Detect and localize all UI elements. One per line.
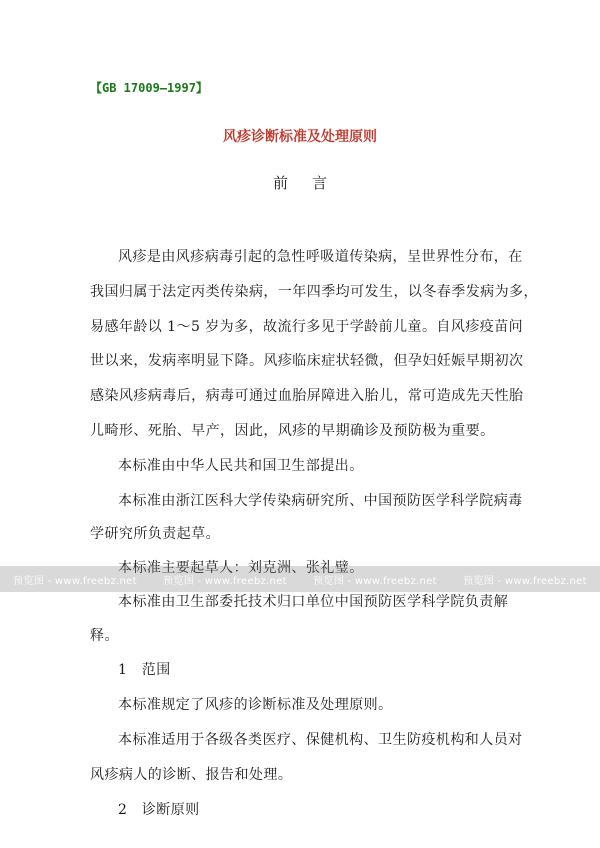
watermark-text: 预览图 - www.freebz.net [463, 575, 587, 587]
standard-code: 【GB 17009—1997】 [90, 81, 208, 95]
document-title: 风疹诊断标准及处理原则 [223, 129, 377, 145]
watermark-text: 预览图 - www.freebz.net [163, 575, 287, 587]
watermark-text: 预览图 - www.freebz.net [313, 575, 437, 587]
body-line: 我国归属于法定丙类传染病，一年四季均可发生，以冬春季发病为多， [90, 284, 538, 300]
section-heading: 2 诊断原则 [118, 802, 200, 818]
body-line: 本标准主要起草人：刘克洲、张礼璧。 [118, 560, 364, 576]
body-line: 本标准由中华人民共和国卫生部提出。 [118, 458, 364, 474]
body-line: 本标准适用于各级各类医疗、保健机构、卫生防疫机构和人员对 [118, 732, 523, 748]
watermark-text: 预览图 - www.freebz.net [13, 575, 137, 587]
body-line: 本标准由浙江医科大学传染病研究所、中国预防医学科学院病毒 [118, 493, 523, 509]
body-line: 风疹病人的诊断、报告和处理。 [90, 767, 293, 783]
body-line: 感染风疹病毒后，病毒可通过血胎屏障进入胎儿，常可造成先天性胎 [90, 388, 524, 404]
body-line: 本标准规定了风疹的诊断标准及处理原则。 [118, 697, 393, 713]
body-line: 本标准由卫生部委托技术归口单位中国预防医学科学院负责解 [118, 594, 509, 610]
body-line: 儿畸形、死胎、早产，因此，风疹的早期确诊及预防极为重要。 [90, 423, 495, 439]
foreword-heading: 前言 [272, 174, 351, 192]
section-heading: 1 范围 [118, 662, 171, 678]
body-line: 风疹是由风疹病毒引起的急性呼吸道传染病，呈世界性分布，在 [118, 249, 523, 265]
body-line: 世以来，发病率明显下降。风疹临床症状轻微，但孕妇妊娠早期初次 [90, 353, 524, 369]
body-line: 易感年龄以 1～5 岁为多，故流行多见于学龄前儿童。自风疹疫苗问 [90, 319, 524, 335]
preview-watermark-band [0, 566, 600, 592]
body-line: 释。 [90, 628, 119, 644]
body-line: 学研究所负责起草。 [90, 526, 221, 542]
